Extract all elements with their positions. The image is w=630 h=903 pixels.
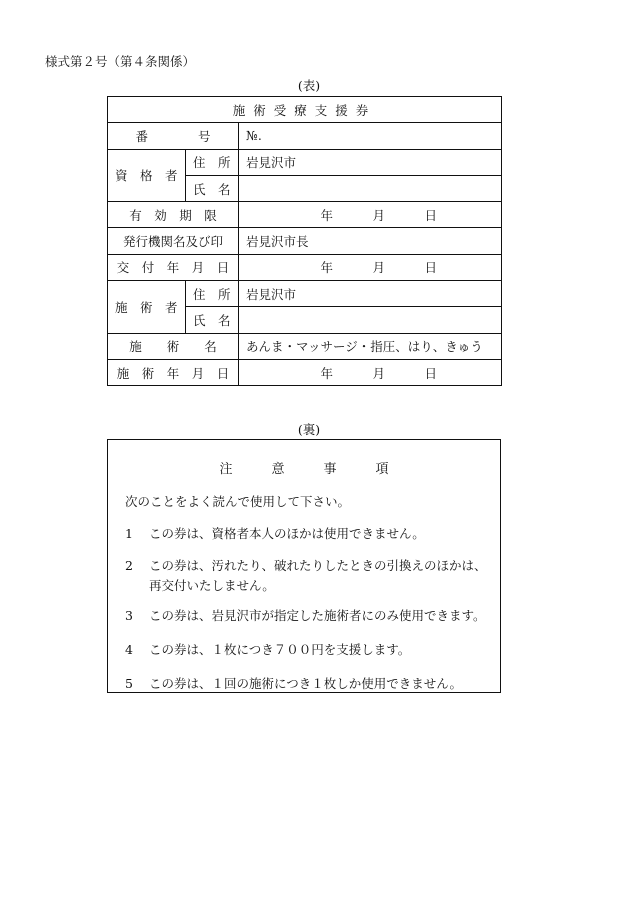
notes-intro: 次のことをよく読んで使用して下さい。 [125,494,351,509]
row-treatment-name [108,333,502,359]
validity-month: 月 [372,207,385,223]
note-number: 5 [125,676,133,691]
front-side-label: (表) [297,78,321,93]
issue-date-label: 交 付 年 月 日 [108,254,239,280]
practitioner-name-label: 氏 名 [185,307,238,333]
voucher-title: 施術受療支援券 [108,97,502,123]
number-label: 番 号 [108,123,239,149]
row-qualified-address [108,149,502,175]
issue-year: 年 [320,260,333,276]
voucher-front-table [107,96,502,386]
note-item [125,640,496,660]
note-number: 2 [125,558,133,573]
issue-date [239,258,501,276]
qualified-label: 資 格 者 [108,149,186,202]
issue-month: 月 [372,260,385,276]
note-text: この券は、岩見沢市が指定した施術者にのみ使用できます。 [149,608,486,623]
note-number: 1 [125,526,133,541]
issuer-value: 岩見沢市長 [239,228,502,254]
treatment-month: 月 [372,365,385,381]
validity-day: 日 [424,207,437,223]
treatment-year: 年 [320,365,333,381]
treatment-date [239,364,501,382]
validity-year: 年 [320,207,333,223]
row-number [108,123,502,149]
note-text: この券は、汚れたり、破れたりしたときの引換えのほかは、再交付いたしません。 [149,558,487,593]
note-text: この券は、１枚につき７００円を支援します。 [149,642,411,657]
qualified-address-label: 住 所 [185,149,238,175]
validity-label: 有 効 期 限 [108,202,239,228]
row-treatment-date [108,359,502,385]
number-value: №. [239,123,502,149]
treatment-day: 日 [424,365,437,381]
qualified-name-value [239,175,502,201]
note-number: 3 [125,608,133,623]
note-item [125,524,496,544]
treatment-name-label: 施 術 名 [108,333,239,359]
issuer-label: 発行機関名及び印 [108,228,239,254]
row-practitioner-address [108,281,502,307]
back-side-label: (裏) [297,422,321,437]
form-number: 様式第２号（第４条関係） [45,54,196,69]
practitioner-name-value [239,307,502,333]
notes-title: 注 意 事 項 [219,462,389,477]
row-issuer [108,228,502,254]
validity-date [239,206,501,224]
qualified-address-value: 岩見沢市 [239,149,502,175]
practitioner-address-value: 岩見沢市 [239,281,502,307]
note-item [125,556,496,596]
row-validity [108,202,502,228]
practitioner-label: 施 術 者 [108,281,186,334]
issue-day: 日 [424,260,437,276]
practitioner-address-label: 住 所 [185,281,238,307]
row-issue-date [108,254,502,280]
note-item [125,606,496,626]
note-text: この券は、１回の施術につき１枚しか使用できません。 [149,676,463,691]
treatment-date-label: 施 術 年 月 日 [108,359,239,385]
note-text: この券は、資格者本人のほかは使用できません。 [149,526,425,541]
qualified-name-label: 氏 名 [185,175,238,201]
note-number: 4 [125,642,133,657]
treatment-name-value: あんま・マッサージ・指圧、はり、きゅう [239,333,502,359]
note-item [125,674,496,694]
voucher-back-notes [107,439,501,693]
